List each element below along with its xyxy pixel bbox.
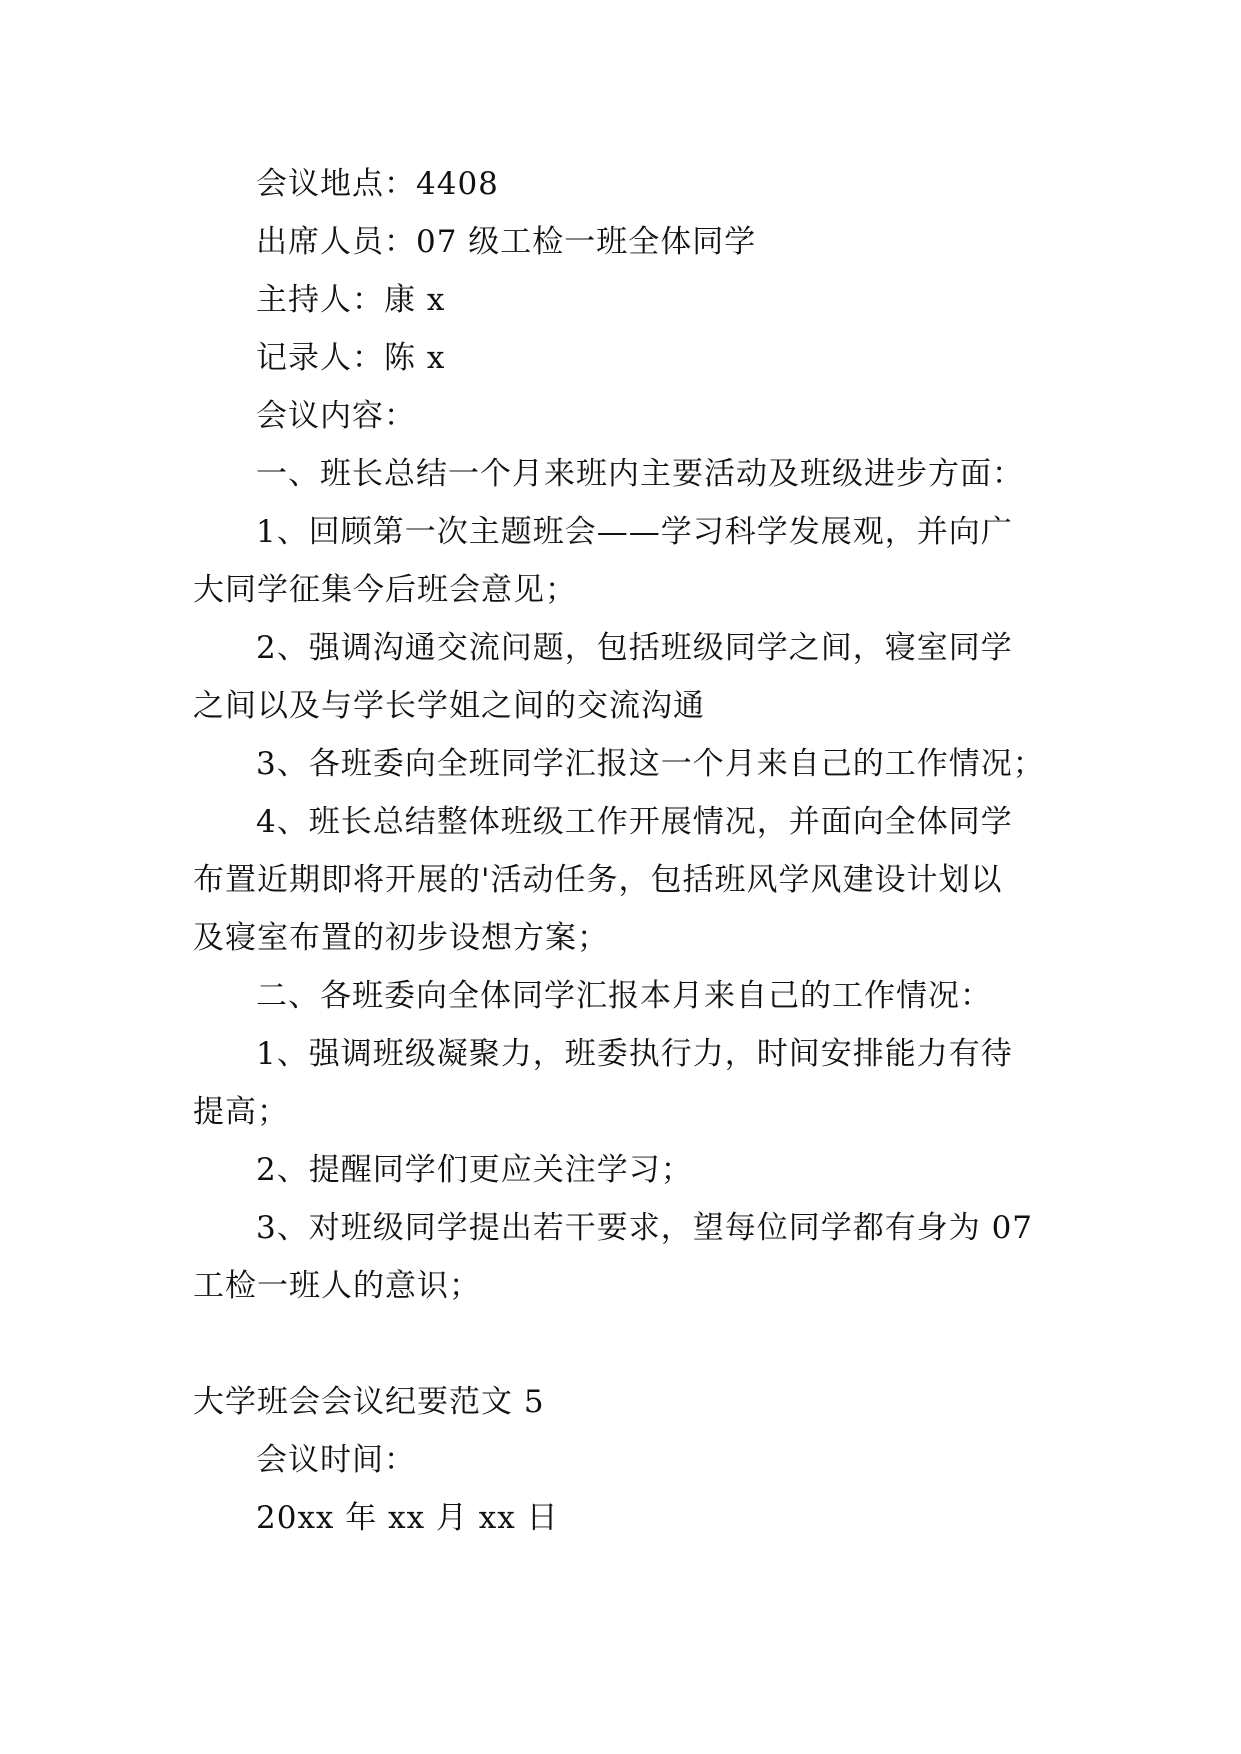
meeting-time-label: 会议时间： bbox=[256, 1442, 416, 1478]
section1-title: 一、班长总结一个月来班内主要活动及班级进步方面： bbox=[256, 456, 1024, 492]
s1-item3: 3、各班委向全班同学汇报这一个月来自己的工作情况； bbox=[256, 746, 1045, 782]
s1-item4-line3: 及寝室布置的初步设想方案； bbox=[193, 920, 609, 956]
s2-item3-line2: 工检一班人的意识； bbox=[193, 1268, 481, 1304]
s1-item2-line2: 之间以及与学长学姐之间的交流沟通 bbox=[193, 688, 705, 724]
s2-item2: 2、提醒同学们更应关注学习； bbox=[256, 1152, 693, 1188]
s1-item2-line1: 2、强调沟通交流问题，包括班级同学之间，寝室同学 bbox=[256, 630, 1013, 666]
s1-item4-line1: 4、班长总结整体班级工作开展情况，并面向全体同学 bbox=[256, 804, 1013, 840]
s2-item1-line1: 1、强调班级凝聚力，班委执行力，时间安排能力有待 bbox=[256, 1036, 1013, 1072]
attendees: 出席人员：07 级工检一班全体同学 bbox=[256, 224, 757, 260]
host: 主持人：康 x bbox=[256, 282, 446, 318]
s2-item3-line1: 3、对班级同学提出若干要求，望每位同学都有身为 07 bbox=[256, 1210, 1034, 1246]
s1-item1-line1: 1、回顾第一次主题班会——学习科学发展观，并向广 bbox=[256, 514, 1013, 550]
recorder: 记录人：陈 x bbox=[256, 340, 446, 376]
s1-item4-line2: 布置近期即将开展的'活动任务，包括班风学风建设计划以 bbox=[193, 862, 1003, 898]
meeting-place: 会议地点：4408 bbox=[256, 166, 499, 202]
next-section-title: 大学班会会议纪要范文 5 bbox=[193, 1384, 545, 1420]
section2-title: 二、各班委向全体同学汇报本月来自己的工作情况： bbox=[256, 978, 992, 1014]
content-label: 会议内容： bbox=[256, 398, 416, 434]
s1-item1-line2: 大同学征集今后班会意见； bbox=[193, 572, 577, 608]
s2-item1-line2: 提高； bbox=[193, 1094, 289, 1130]
meeting-time-value: 20xx 年 xx 月 xx 日 bbox=[256, 1500, 559, 1536]
